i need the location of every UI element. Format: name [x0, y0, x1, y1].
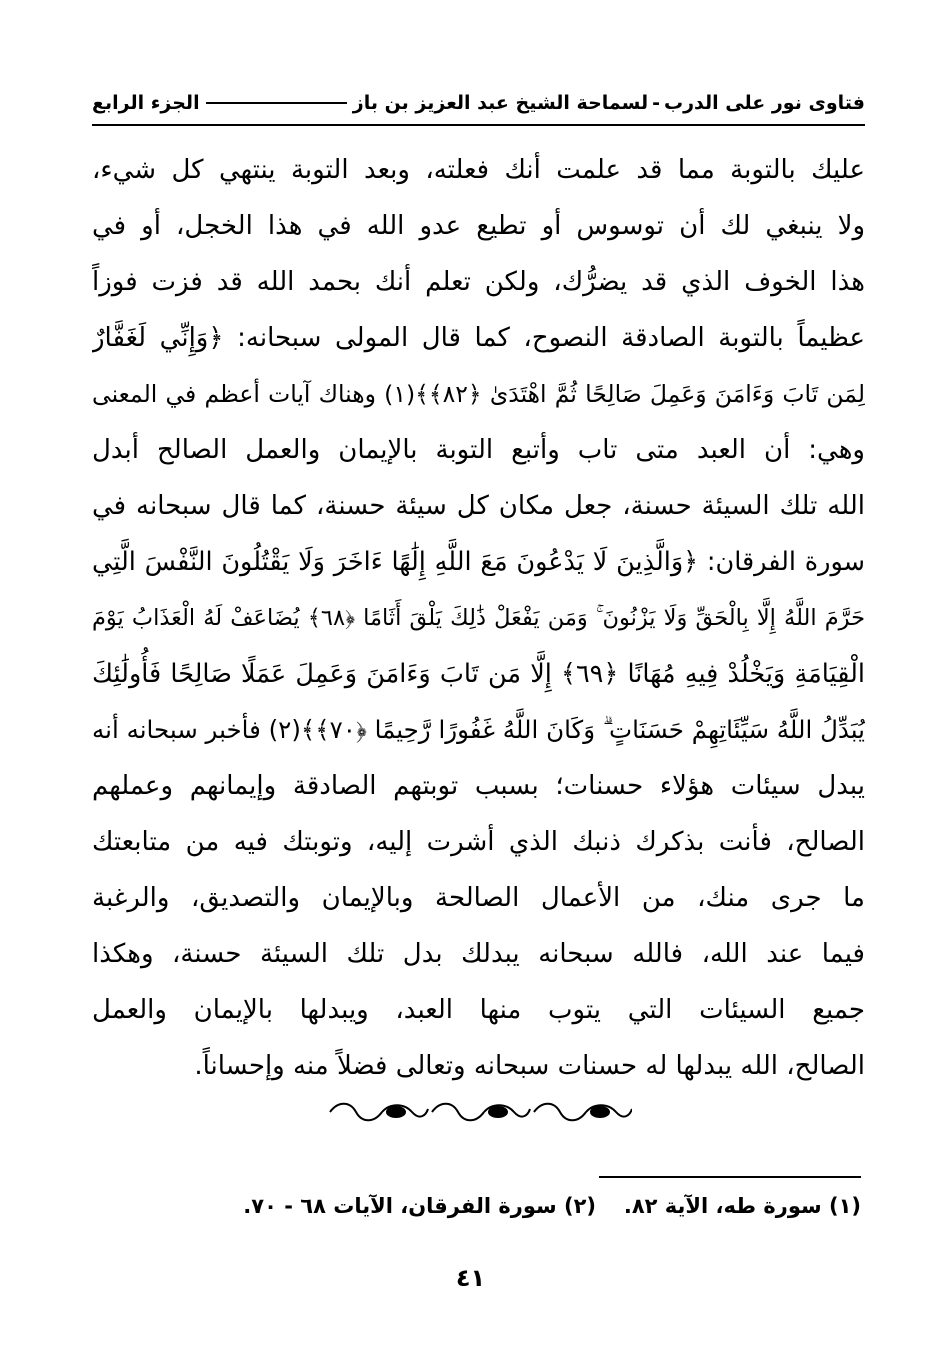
- footnote-separator: [599, 1176, 861, 1178]
- footnotes: [140, 1186, 861, 1226]
- body-line: الصالح، الله يبدلها له حسنات سبحانه وتعالى فضلاً منه وإحساناً.: [194, 1051, 865, 1081]
- body-line: يبدل سيئات هؤلاء حسنات؛ بسبب توبتهم الصادقة وإيمانهم وعملهم: [92, 771, 865, 801]
- header-separator-line: [206, 102, 347, 104]
- body-text: [92, 142, 865, 1094]
- body-line: هذا الخوف الذي قد يضرُّك، ولكن تعلم أنك بحمد الله قد فزت فوزاً: [92, 267, 865, 297]
- body-line: ولا ينبغي لك أن توسوس أو تطيع عدو الله في هذا الخجل، أو في: [92, 211, 865, 241]
- volume-label: الجزء الرابع: [92, 92, 200, 114]
- author-name: لسماحة الشيخ عبد العزيز بن باز: [352, 92, 649, 114]
- body-line: سورة الفرقان: ﴿وَالَّذِينَ لَا يَدْعُونَ مَعَ اللَّهِ إِلَٰهًا ءَاخَرَ وَلَا يَقْتُلُونَ النَّفْسَ الَّتِي: [92, 547, 865, 577]
- book-title: فتاوى نور على الدرب: [664, 92, 865, 114]
- body-line: لِمَن تَابَ وَءَامَنَ وَعَمِلَ صَالِحًا ثُمَّ اهْتَدَىٰ ﴿٨٢﴾﴾(١) وهناك آيات أعظم في المعنى: [92, 380, 865, 408]
- flourish-segment: [534, 1104, 632, 1121]
- decorative-flourish-icon: [326, 1095, 632, 1129]
- body-line: يُبَدِّلُ اللَّهُ سَيِّئَاتِهِمْ حَسَنَاتٍ ۗ وَكَانَ اللَّهُ غَفُورًا رَّحِيمًا ﴿٧٠﴾﴾(٢) فأخبر سبحانه أنه: [92, 715, 865, 744]
- flourish-segment: [330, 1104, 428, 1121]
- flourish-segment: [432, 1104, 530, 1121]
- footnote-1: (١) سورة طه، الآية ٨٢.: [623, 1194, 861, 1218]
- body-line: ما جرى منك، من الأعمال الصالحة وبالإيمان والتصديق، والرغبة: [92, 883, 865, 913]
- body-line: الله تلك السيئة حسنة، جعل مكان كل سيئة حسنة، كما قال سبحانه في: [92, 491, 865, 521]
- running-header: [92, 88, 865, 118]
- body-line: عليك بالتوبة مما قد علمت أنك فعلته، وبعد التوبة ينتهي كل شيء،: [92, 155, 865, 185]
- header-dash: -: [652, 92, 660, 114]
- footnote-2: (٢) سورة الفرقان، الآيات ٦٨ - ٧٠.: [243, 1194, 596, 1218]
- body-line: عظيماً بالتوبة الصادقة النصوح، كما قال المولى سبحانه: ﴿وَإِنِّي لَغَفَّارٌ: [92, 323, 865, 353]
- body-line: وهي: أن العبد متى تاب وأتبع التوبة بالإيمان والعمل الصالح أبدل: [92, 435, 865, 465]
- body-line: الصالح، فأنت بذكرك ذنبك الذي أشرت إليه، وتوبتك فيه من متابعتك: [92, 827, 865, 857]
- body-line: حَرَّمَ اللَّهُ إِلَّا بِالْحَقِّ وَلَا يَزْنُونَ ۚ وَمَن يَفْعَلْ ذَٰلِكَ يَلْقَ أَثَامًا ﴿٦٨﴾ يُضَاعَفْ لَهُ الْعَذَابُ يَوْمَ: [92, 605, 865, 631]
- body-line: الْقِيَامَةِ وَيَخْلُدْ فِيهِ مُهَانًا ﴿٦٩﴾ إِلَّا مَن تَابَ وَءَامَنَ وَعَمِلَ عَمَلًا صَالِحًا فَأُولَٰئِكَ: [92, 659, 865, 689]
- header-rule: [92, 124, 865, 126]
- body-line: جميع السيئات التي يتوب منها العبد، ويبدلها بالإيمان والعمل: [92, 995, 865, 1025]
- page-number: ٤١: [455, 1264, 486, 1292]
- body-line: فيما عند الله، فالله سبحانه يبدلك بدل تلك السيئة حسنة، وهكذا: [92, 939, 865, 969]
